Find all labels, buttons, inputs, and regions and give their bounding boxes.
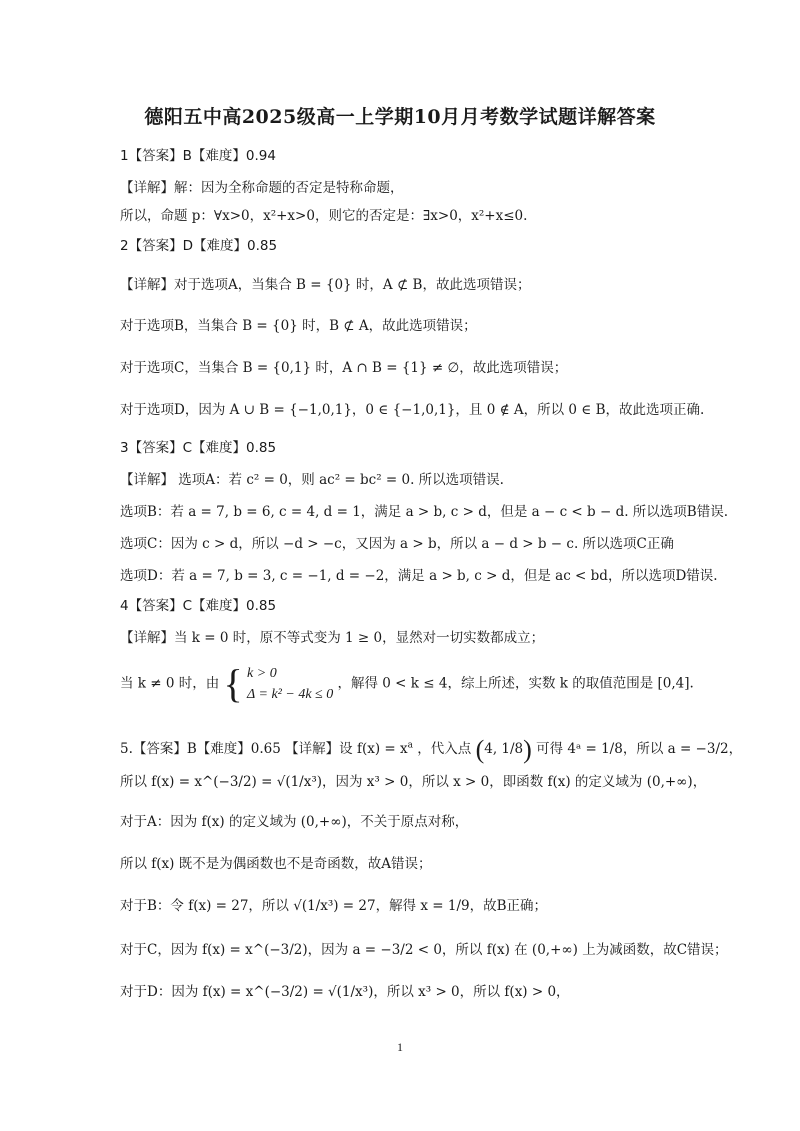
system-row-1: k > 0 xyxy=(247,666,277,681)
q4-answer: 4【答案】C【难度】0.85 xyxy=(120,598,277,614)
q5-line7: 对于D：因为 f(x) = x^(−3/2) = √(1/x³)，所以 x³ > 0，所以 f(x) > 0， xyxy=(120,984,570,1000)
q2-option-d: 对于选项D，因为 A ∪ B = {−1,0,1}，0 ∈ {−1,0,1}，且 0 ∉ A，所以 0 ∈ B，故此选项正确. xyxy=(120,402,705,418)
q3-answer: 3【答案】C【难度】0.85 xyxy=(120,440,277,456)
left-brace-icon: { xyxy=(223,661,243,706)
q5-point: 4, 1/8 xyxy=(484,741,524,758)
q5-line4: 所以 f(x) 既不是为偶函数也不是奇函数，故A错误； xyxy=(120,856,432,872)
q5-l1-pre: 5.【答案】B【难度】0.65 【详解】设 f(x) = x xyxy=(120,741,408,758)
q3-option-d: 选项D：若 a = 7, b = 3, c = −1, d = −2，满足 a > b, c > d，但是 ac < bd，所以选项D错误. xyxy=(120,568,718,584)
q3-option-a: 【详解】 选项A：若 c² = 0，则 ac² = bc² = 0. 所以选项错误. xyxy=(120,472,504,488)
q4-detail: 【详解】当 k = 0 时，原不等式变为 1 ≥ 0，显然对一切实数都成立； xyxy=(120,630,545,646)
q5-line1 xyxy=(120,734,742,765)
q5-line3: 对于A：因为 f(x) 的定义域为 (0,+∞)，不关于原点对称， xyxy=(120,814,469,830)
paren-close-icon: ) xyxy=(523,735,532,764)
q5-line2: 所以 f(x) = x^(−3/2) = √(1/x³)，因为 x³ > 0，所以 x > 0，即函数 f(x) 的定义域为 (0,+∞)， xyxy=(120,774,707,790)
system-row-2: Δ = k² − 4k ≤ 0 xyxy=(247,687,334,702)
inequality-system xyxy=(224,660,334,708)
q5-l1-post: 可得 4ᵃ = 1/8，所以 a = −3/2， xyxy=(536,741,743,758)
q1-detail: 【详解】解：因为全称命题的否定是特称命题， xyxy=(120,180,404,196)
q3-option-c: 选项C：因为 c > d，所以 −d > −c，又因为 a > b，所以 a − d > b − c. 所以选项C正确 xyxy=(120,536,674,552)
q2-answer: 2【答案】D【难度】0.85 xyxy=(120,238,278,254)
paren-open-icon: ( xyxy=(475,735,485,764)
q5-line5: 对于B：令 f(x) = 27，所以 √(1/x³) = 27，解得 x = 1/9，故B正确； xyxy=(120,898,548,914)
q1-answer: 1【答案】B【难度】0.94 xyxy=(120,148,276,164)
q4-case-post: ，解得 0 < k ≤ 4，综上所述，实数 k 的取值范围是 [0,4]. xyxy=(337,675,694,692)
q2-option-b: 对于选项B，当集合 B = {0} 时，B ⊄ A，故此选项错误； xyxy=(120,318,477,334)
q5-exponent: a xyxy=(407,740,413,751)
page-title: 德阳五中高2025级高一上学期10月月考数学试题详解答案 xyxy=(144,106,656,128)
q5-l1-mid: ，代入点 xyxy=(417,741,472,758)
system-rows xyxy=(247,663,333,705)
q1-line2: 所以，命题 p：∀x>0，x²+x>0，则它的否定是：∃x>0，x²+x≤0. xyxy=(120,208,528,224)
q4-case xyxy=(120,660,694,708)
q4-case-pre: 当 k ≠ 0 时，由 xyxy=(120,675,220,692)
q2-option-a: 【详解】对于选项A，当集合 B = {0} 时，A ⊄ B，故此选项错误； xyxy=(120,277,531,293)
page-number: 1 xyxy=(397,1040,403,1054)
q2-option-c: 对于选项C，当集合 B = {0,1} 时，A ∩ B = {1} ≠ ∅，故此选项错误； xyxy=(120,360,568,376)
q3-option-b: 选项B：若 a = 7, b = 6, c = 4, d = 1，满足 a > b, c > d，但是 a − c < b − d. 所以选项B错误. xyxy=(120,504,729,520)
q5-line6: 对于C，因为 f(x) = x^(−3/2)，因为 a = −3/2 < 0，所以 f(x) 在 (0,+∞) 上为减函数，故C错误； xyxy=(120,942,728,958)
